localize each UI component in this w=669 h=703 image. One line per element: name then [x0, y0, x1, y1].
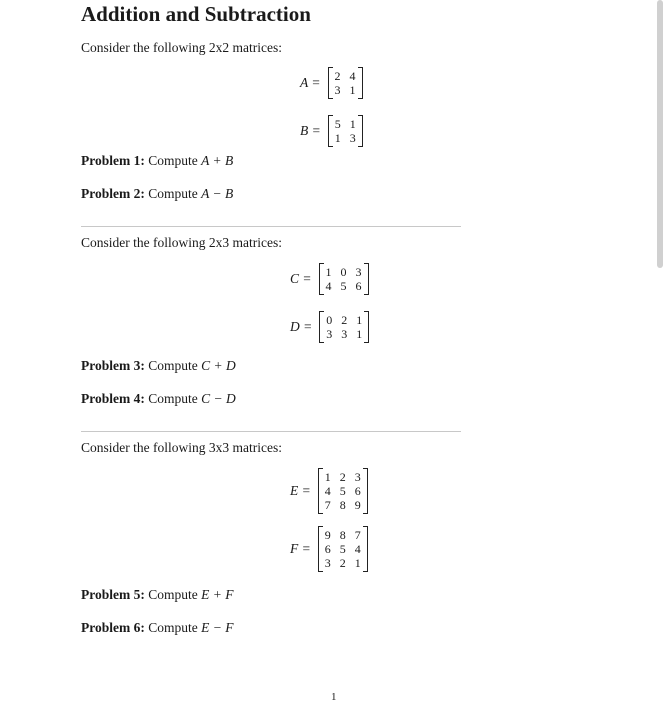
matrix — [318, 468, 368, 514]
matrix-cell: 1 — [325, 265, 332, 279]
page-number: 1 — [331, 691, 337, 703]
matrix-equation — [290, 526, 368, 572]
matrix-name: F = — [290, 541, 311, 556]
matrix — [318, 526, 368, 572]
matrix-name: A = — [300, 75, 321, 90]
matrix-cell: 1 — [356, 327, 363, 341]
matrix — [328, 67, 363, 99]
problem-3: Problem 3: Compute C + D — [81, 358, 236, 373]
matrix-equation — [290, 311, 369, 343]
section-intro: Consider the following 2x2 matrices: — [81, 40, 282, 55]
matrix-cell: 3 — [326, 327, 333, 341]
matrix — [319, 263, 369, 295]
matrix-equation — [300, 67, 363, 99]
matrix-cell: 1 — [349, 83, 356, 97]
matrix-cell: 2 — [339, 470, 346, 484]
matrix-cell: 6 — [324, 542, 331, 556]
matrix-cell: 3 — [349, 131, 356, 145]
section-divider — [81, 226, 461, 227]
matrix-cell: 3 — [355, 265, 362, 279]
matrix-cell: 3 — [354, 470, 361, 484]
matrix-cell: 4 — [349, 69, 356, 83]
scrollbar[interactable] — [657, 0, 663, 268]
matrix — [319, 311, 369, 343]
matrix-name: E = — [290, 483, 311, 498]
section-intro: Consider the following 2x3 matrices: — [81, 235, 282, 250]
matrix-cell: 8 — [339, 498, 346, 512]
matrix-cell: 9 — [354, 498, 361, 512]
matrix-cell: 9 — [324, 528, 331, 542]
problem-5: Problem 5: Compute E + F — [81, 587, 234, 602]
matrix-name: B = — [300, 123, 321, 138]
matrix-equation — [300, 115, 363, 147]
matrix-equation — [290, 468, 368, 514]
matrix-cell: 5 — [334, 117, 341, 131]
matrix-cell: 8 — [339, 528, 346, 542]
matrix-cell: 1 — [349, 117, 356, 131]
section-divider — [81, 431, 461, 432]
matrix-cell: 3 — [341, 327, 348, 341]
matrix-cell: 7 — [324, 498, 331, 512]
matrix-cell: 5 — [339, 484, 346, 498]
matrix-cell: 7 — [354, 528, 361, 542]
page-title: Addition and Subtraction — [81, 2, 311, 26]
matrix-cell: 1 — [334, 131, 341, 145]
matrix-cell: 6 — [355, 279, 362, 293]
matrix-cell: 4 — [354, 542, 361, 556]
matrix-cell: 2 — [341, 313, 348, 327]
matrix-cell: 2 — [334, 69, 341, 83]
matrix-cell: 0 — [326, 313, 333, 327]
section-intro: Consider the following 3x3 matrices: — [81, 440, 282, 455]
matrix-cell: 2 — [339, 556, 346, 570]
matrix-cell: 1 — [324, 470, 331, 484]
problem-4: Problem 4: Compute C − D — [81, 391, 236, 406]
matrix-equation — [290, 263, 369, 295]
matrix-cell: 0 — [340, 265, 347, 279]
matrix-cell: 6 — [354, 484, 361, 498]
matrix-cell: 5 — [339, 542, 346, 556]
matrix-cell: 1 — [354, 556, 361, 570]
matrix-cell: 4 — [325, 279, 332, 293]
matrix-cell: 4 — [324, 484, 331, 498]
matrix-cell: 1 — [356, 313, 363, 327]
matrix-cell: 3 — [334, 83, 341, 97]
problem-2: Problem 2: Compute A − B — [81, 186, 234, 201]
matrix-name: C = — [290, 271, 312, 286]
matrix — [328, 115, 363, 147]
matrix-name: D = — [290, 319, 313, 334]
matrix-cell: 5 — [340, 279, 347, 293]
problem-6: Problem 6: Compute E − F — [81, 620, 234, 635]
matrix-cell: 3 — [324, 556, 331, 570]
problem-1: Problem 1: Compute A + B — [81, 153, 234, 168]
